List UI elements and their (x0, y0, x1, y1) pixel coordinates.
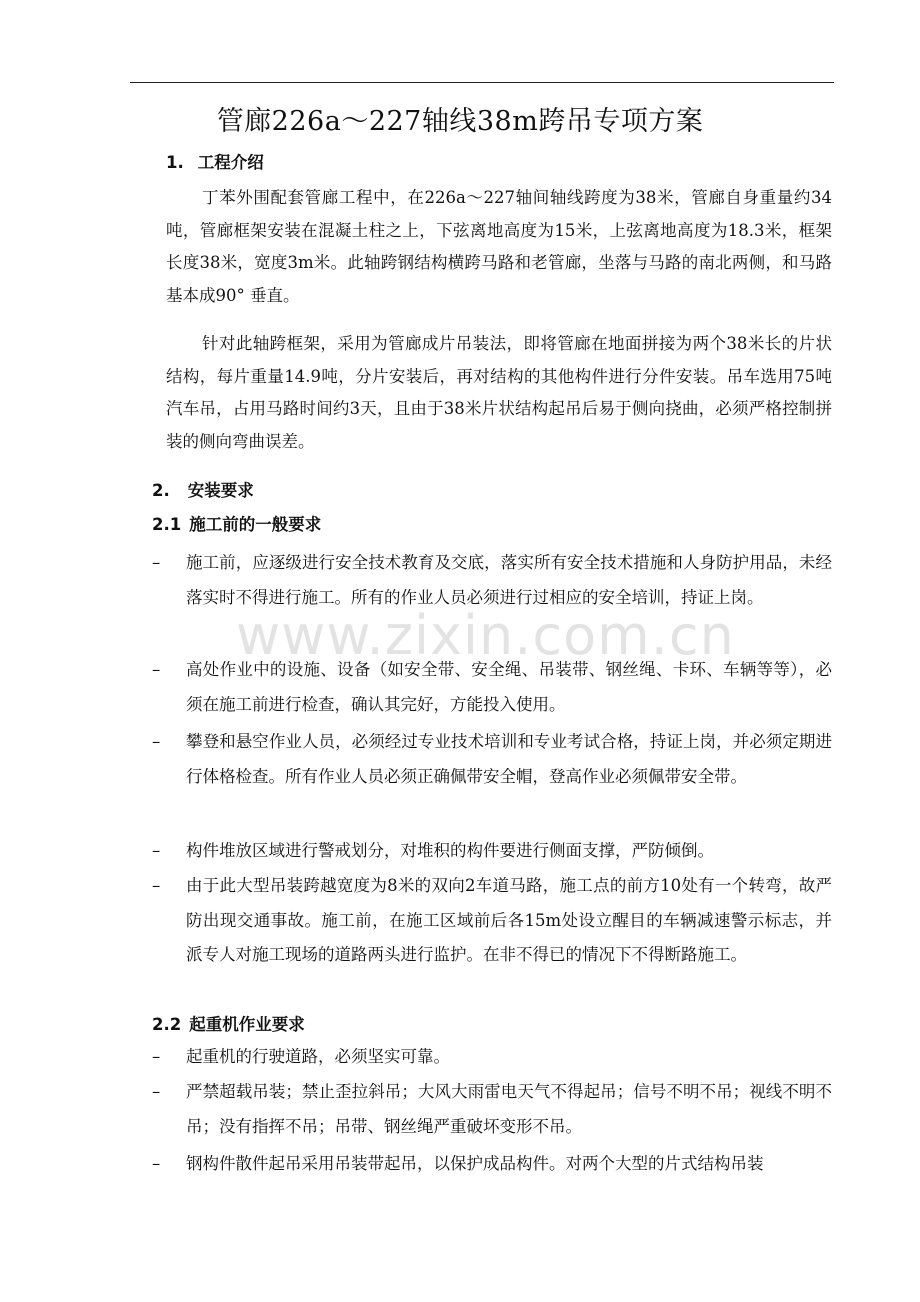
list-item (152, 1075, 832, 1144)
list-item (152, 1040, 832, 1075)
list-item-text: 施工前，应逐级进行安全技术教育及交底，落实所有安全技术措施和人身防护用品，未经落实时不得进行施工。所有的作业人员必须进行过相应的安全培训，持证上岗。 (186, 553, 832, 607)
section-number: 2. (152, 481, 170, 500)
section-title: 施工前的一般要求 (189, 515, 322, 534)
header-rule (130, 82, 834, 83)
watermark: www.zixin.com.cn (236, 604, 735, 667)
bullet-dash: – (152, 1154, 161, 1173)
section-number: 1. (166, 153, 184, 172)
document-title: 管廊226a～227轴线38m跨吊专项方案 (216, 106, 704, 137)
bullet-dash: – (152, 1047, 161, 1066)
section-title: 起重机作业要求 (189, 1015, 305, 1034)
list-item-text: 高处作业中的设施、设备（如安全带、安全绳、吊装带、钢丝绳、卡环、车辆等等），必须在施工前进行检查，确认其完好，方能投入使用。 (186, 660, 832, 714)
section-1-heading (166, 151, 264, 175)
section-2-2-heading (152, 1013, 305, 1037)
bullet-dash: – (152, 732, 161, 751)
list-item-text: 由于此大型吊装跨越宽度为8米的双向2车道马路，施工点的前方10处有一个转弯，故严防出现交通事故。施工前，在施工区域前后各15m处设立醒目的车辆减速警示标志，并派专人对施工现场的道路两头进行监护。在非不得已的情况下不得断路施工。 (186, 876, 832, 964)
bullet-dash: – (152, 1082, 161, 1101)
list-item (152, 869, 832, 973)
section-number: 2.1 (152, 515, 182, 534)
list-item (152, 725, 832, 794)
section-number: 2.2 (152, 1015, 182, 1034)
list-item-text: 起重机的行驶道路，必须坚实可靠。 (186, 1047, 450, 1066)
bullet-dash: – (152, 660, 161, 679)
section-2-1-heading (152, 513, 321, 537)
list-item-text: 严禁超载吊装；禁止歪拉斜吊；大风大雨雷电天气不得起吊；信号不明不吊；视线不明不吊；没有指挥不吊；吊带、钢丝绳严重破坏变形不吊。 (186, 1082, 832, 1136)
paragraph-lifting-method: 针对此轴跨框架，采用为管廊成片吊装法，即将管廊在地面拼接为两个38米长的片状结构，每片重量14.9吨，分片安装后，再对结构的其他构件进行分件安装。吊车选用75吨汽车吊，占用马路时间约3天，且由于38米片状结构起吊后易于侧向挠曲，必须严格控制拼装的侧向弯曲误差。 (166, 334, 832, 451)
list-item-text: 攀登和悬空作业人员，必须经过专业技术培训和专业考试合格，持证上岗，并必须定期进行体格检查。所有作业人员必须正确佩带安全帽，登高作业必须佩带安全带。 (186, 732, 832, 786)
section-title: 工程介绍 (197, 153, 264, 172)
bullet-dash: – (152, 876, 161, 895)
section-2-heading (152, 479, 254, 503)
bullet-dash: – (152, 553, 161, 572)
list-item (152, 1147, 832, 1182)
list-item-text: 构件堆放区域进行警戒划分，对堆积的构件要进行侧面支撑，严防倾倒。 (186, 841, 714, 860)
list-item-text: 钢构件散件起吊采用吊装带起吊，以保护成品构件。对两个大型的片式结构吊装 (186, 1154, 764, 1173)
section-title: 安装要求 (187, 481, 254, 500)
list-item (152, 834, 832, 869)
paragraph-project-intro: 丁苯外围配套管廊工程中，在226a～227轴间轴线跨度为38米，管廊自身重量约34吨，管廊框架安装在混凝土柱之上，下弦离地高度为15米，上弦离地高度为18.3米，框架长度38米，宽度3m米。此轴跨钢结构横跨马路和老管廊，坐落与马路的南北两侧，和马路基本成90° 垂直。 (166, 188, 832, 305)
bullet-dash: – (152, 841, 161, 860)
